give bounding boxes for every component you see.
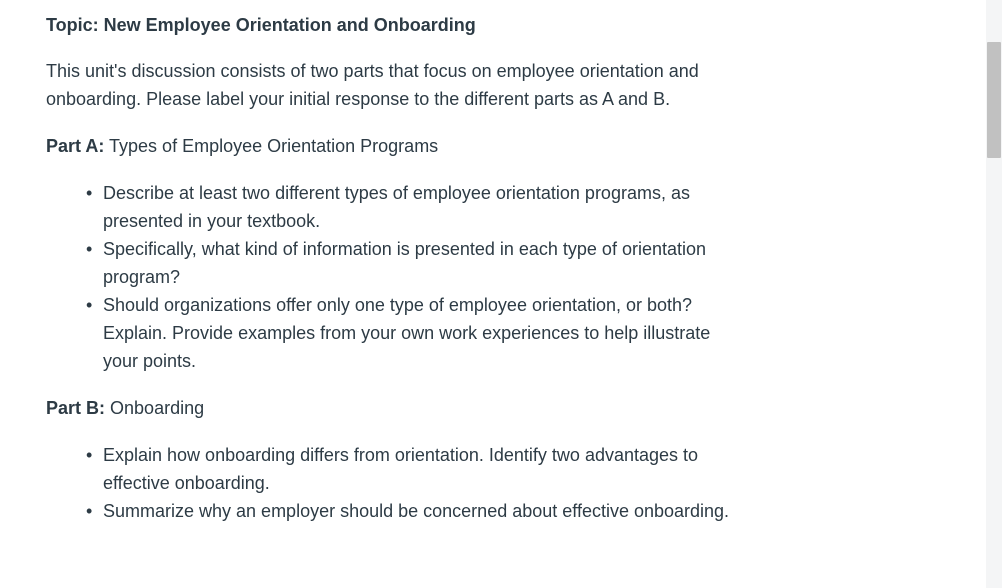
part-a-list (46, 179, 746, 375)
discussion-content (46, 12, 746, 544)
part-a-label: Part A: (46, 136, 105, 156)
list-item: • Should organizations offer only one type of employee orientation, or both? Explain. Provide examples from your own work experiences to help illustrate your points. (103, 291, 746, 375)
part-b-label: Part B: (46, 398, 106, 418)
part-a-heading (46, 132, 746, 160)
scrollbar-thumb[interactable] (987, 42, 1001, 158)
list-item: • Explain how onboarding differs from orientation. Identify two advantages to effective onboarding. (103, 441, 746, 497)
part-b-list (46, 441, 746, 525)
intro-paragraph: This unit's discussion consists of two parts that focus on employee orientation and onboarding. Please label your initial response to the different parts as A and B. (46, 61, 699, 109)
list-item: • Describe at least two different types of employee orientation programs, as presented in your textbook. (103, 179, 746, 235)
list-item: • Summarize why an employer should be concerned about effective onboarding. (103, 497, 746, 525)
part-a-title: Types of Employee Orientation Programs (109, 136, 439, 156)
list-item: • Specifically, what kind of information is presented in each type of orientation program? (103, 235, 746, 291)
topic-heading: Topic: New Employee Orientation and Onboarding (46, 15, 476, 35)
part-b-title: Onboarding (110, 398, 205, 418)
part-b-heading (46, 394, 746, 422)
